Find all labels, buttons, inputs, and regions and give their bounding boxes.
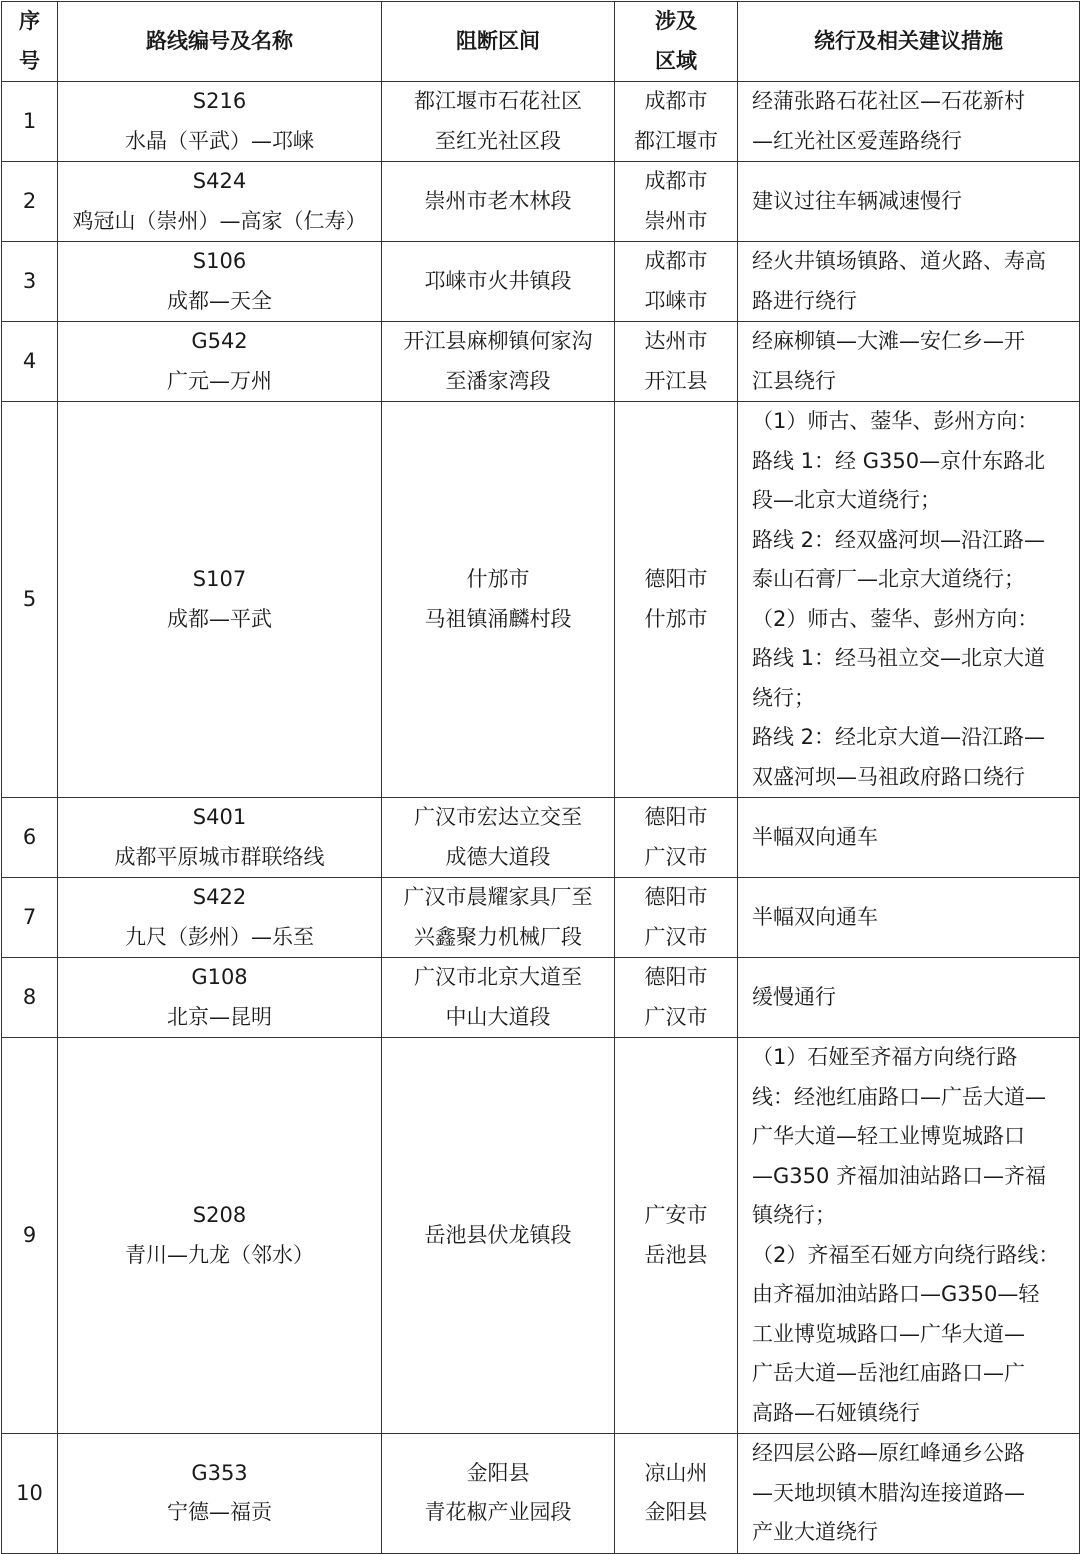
cell-seq: 2 xyxy=(2,162,58,242)
cell-route-line: 成都—天全 xyxy=(167,288,272,313)
cell-region-line: 成都市 xyxy=(644,249,708,273)
cell-measures xyxy=(738,162,1080,242)
cell-measures-line: 段—北京大道绕行； xyxy=(752,488,941,512)
cell-measures-line: 工业博览城路口—广华大道— xyxy=(752,1321,1025,1346)
cell-measures-line: （2）齐福至石娅方向绕行路线： xyxy=(752,1242,1060,1267)
cell-region xyxy=(615,958,738,1038)
cell-section xyxy=(382,162,615,242)
cell-section xyxy=(382,402,615,798)
cell-route-line: 水晶（平武）—邛崃 xyxy=(125,128,314,153)
cell-route xyxy=(58,1038,382,1434)
cell-measures xyxy=(738,402,1080,798)
cell-seq: 4 xyxy=(2,322,58,402)
cell-route xyxy=(58,402,382,798)
cell-seq: 5 xyxy=(2,402,58,798)
cell-measures xyxy=(738,798,1080,878)
cell-region xyxy=(615,402,738,798)
cell-route-line: S216 xyxy=(192,89,247,113)
header-region: 涉及 区域 xyxy=(615,2,738,82)
cell-region xyxy=(615,1038,738,1434)
cell-measures xyxy=(738,242,1080,322)
cell-measures-line: （2）师古、蓥华、彭州方向： xyxy=(752,606,1039,631)
cell-measures-line: 江县绕行 xyxy=(752,368,836,393)
cell-section-line: 中山大道段 xyxy=(445,1004,551,1029)
cell-measures-line: 广华大道—轻工业博览城路口 xyxy=(752,1124,1025,1148)
cell-measures xyxy=(738,1038,1080,1434)
cell-measures-line: 由齐福加油站路口—G350—轻 xyxy=(752,1282,1040,1306)
cell-measures-line: 路线 1：经马祖立交—北京大道 xyxy=(752,646,1046,670)
cell-route-line: 宁德—福贡 xyxy=(167,1500,272,1525)
cell-region-line: 达州市 xyxy=(644,329,708,353)
cell-measures-line: —红光社区爱莲路绕行 xyxy=(752,128,962,153)
cell-measures xyxy=(738,958,1080,1038)
cell-region xyxy=(615,162,738,242)
cell-region xyxy=(615,878,738,958)
cell-region-line: 金阳县 xyxy=(644,1500,708,1525)
cell-section-line: 成德大道段 xyxy=(445,844,551,869)
cell-measures-line: 路线 2：经北京大道—沿江路— xyxy=(752,725,1046,749)
cell-section-line: 崇州市老木林段 xyxy=(424,188,572,213)
cell-region-line: 凉山州 xyxy=(644,1460,708,1485)
cell-region xyxy=(615,242,738,322)
cell-measures-line: 半幅双向通车 xyxy=(752,904,878,929)
cell-region xyxy=(615,798,738,878)
cell-measures-line: 路线 2：经双盛河坝—沿江路— xyxy=(752,527,1046,552)
cell-measures-line: 缓慢通行 xyxy=(752,984,836,1009)
cell-route-line: 青川—九龙（邻水） xyxy=(125,1242,314,1267)
cell-section xyxy=(382,242,615,322)
header-measures: 绕行及相关建议措施 xyxy=(738,2,1080,82)
cell-route xyxy=(58,162,382,242)
table-row xyxy=(2,242,1080,322)
cell-measures-line: 路进行绕行 xyxy=(752,288,857,313)
cell-route xyxy=(58,322,382,402)
cell-measures-line: 镇绕行； xyxy=(752,1203,836,1227)
cell-measures-line: 泰山石膏厂—北京大道绕行； xyxy=(752,567,1025,591)
cell-route-line: G542 xyxy=(191,329,248,353)
cell-section-line: 广汉市宏达立交至 xyxy=(414,805,582,829)
cell-measures-line: 广岳大道—岳池红庙路口—广 xyxy=(752,1361,1025,1385)
cell-section xyxy=(382,798,615,878)
cell-section xyxy=(382,82,615,162)
cell-region-line: 广汉市 xyxy=(644,844,708,869)
header-route: 路线编号及名称 xyxy=(58,2,382,82)
cell-section-line: 马祖镇涌麟村段 xyxy=(424,606,572,631)
cell-measures-line: 双盛河坝—马祖政府路口绕行 xyxy=(752,764,1025,789)
cell-route-line: 广元—万州 xyxy=(167,368,272,393)
cell-route xyxy=(58,798,382,878)
cell-section-line: 金阳县 xyxy=(466,1460,530,1485)
cell-section-line: 开江县麻柳镇何家沟 xyxy=(403,329,593,353)
cell-region-line: 成都市 xyxy=(644,89,708,113)
cell-measures-line: 线：经池红庙路口—广岳大道— xyxy=(752,1084,1046,1109)
cell-route-line: S107 xyxy=(192,567,247,591)
cell-measures xyxy=(738,1434,1080,1554)
table-row xyxy=(2,402,1080,798)
cell-section xyxy=(382,1434,615,1554)
cell-measures-line: —G350 齐福加油站路口—齐福 xyxy=(752,1163,1047,1188)
header-seq: 序 号 xyxy=(2,2,58,82)
cell-seq: 3 xyxy=(2,242,58,322)
cell-measures-line: 经蒲张路石花社区—石花新村 xyxy=(752,89,1025,113)
table-row xyxy=(2,1434,1080,1554)
cell-section xyxy=(382,322,615,402)
cell-section xyxy=(382,1038,615,1434)
cell-measures-line: 路线 1：经 G350—京什东路北 xyxy=(752,448,1046,473)
cell-measures-line: 经火井镇场镇路、道火路、寿高 xyxy=(752,249,1046,273)
cell-route xyxy=(58,1434,382,1554)
table-body xyxy=(2,82,1080,1554)
cell-route-line: 北京—昆明 xyxy=(167,1004,272,1029)
cell-route-line: S208 xyxy=(192,1203,247,1227)
cell-route xyxy=(58,958,382,1038)
cell-region-line: 邛崃市 xyxy=(644,288,708,313)
cell-measures-line: 绕行； xyxy=(752,685,815,710)
cell-measures xyxy=(738,878,1080,958)
table-row xyxy=(2,798,1080,878)
cell-region-line: 开江县 xyxy=(644,368,708,393)
cell-route-line: S424 xyxy=(192,169,247,193)
cell-measures-line: 经麻柳镇—大滩—安仁乡—开 xyxy=(752,329,1025,353)
cell-measures-line: 建议过往车辆减速慢行 xyxy=(752,188,962,213)
cell-region-line: 都江堰市 xyxy=(634,128,718,153)
table-row xyxy=(2,82,1080,162)
cell-region-line: 德阳市 xyxy=(644,567,708,591)
table-row xyxy=(2,1038,1080,1434)
cell-route xyxy=(58,242,382,322)
cell-route xyxy=(58,878,382,958)
cell-region-line: 成都市 xyxy=(644,169,708,193)
cell-seq: 8 xyxy=(2,958,58,1038)
road-closure-table xyxy=(1,1,1080,1554)
cell-region-line: 岳池县 xyxy=(644,1242,708,1267)
cell-region-line: 广汉市 xyxy=(644,924,708,949)
cell-region-line: 广安市 xyxy=(644,1203,708,1227)
cell-region xyxy=(615,322,738,402)
cell-route-line: 成都—平武 xyxy=(167,606,272,631)
cell-seq: 6 xyxy=(2,798,58,878)
header-section: 阻断区间 xyxy=(382,2,615,82)
cell-route-line: 九尺（彭州）—乐至 xyxy=(125,924,314,949)
cell-route-line: S422 xyxy=(192,885,247,909)
cell-section-line: 岳池县伏龙镇段 xyxy=(424,1222,572,1247)
cell-route-line: 成都平原城市群联络线 xyxy=(114,844,325,869)
cell-measures-line: 经四层公路—原红峰通乡公路 xyxy=(752,1441,1025,1465)
cell-section-line: 至红光社区段 xyxy=(435,128,561,153)
cell-route xyxy=(58,82,382,162)
cell-section-line: 什邡市 xyxy=(466,567,530,591)
table-row xyxy=(2,322,1080,402)
cell-section xyxy=(382,878,615,958)
cell-seq: 9 xyxy=(2,1038,58,1434)
cell-route-line: 鸡冠山（崇州）—高家（仁寿） xyxy=(72,208,367,233)
cell-measures-line: 产业大道绕行 xyxy=(752,1520,878,1544)
cell-route-line: S401 xyxy=(192,805,247,829)
cell-route-line: G108 xyxy=(191,965,248,989)
cell-region xyxy=(615,1434,738,1554)
cell-seq: 1 xyxy=(2,82,58,162)
cell-measures-line: 高路—石娅镇绕行 xyxy=(752,1400,920,1425)
cell-measures-line: （1）石娅至齐福方向绕行路 xyxy=(752,1045,1018,1069)
cell-section xyxy=(382,958,615,1038)
table-row xyxy=(2,162,1080,242)
cell-section-line: 至潘家湾段 xyxy=(445,368,551,393)
table-row xyxy=(2,878,1080,958)
cell-region xyxy=(615,82,738,162)
cell-measures-line: —天地坝镇木腊沟连接道路— xyxy=(752,1480,1025,1505)
cell-seq: 10 xyxy=(2,1434,58,1554)
cell-measures xyxy=(738,322,1080,402)
cell-region-line: 德阳市 xyxy=(644,965,708,989)
cell-region-line: 德阳市 xyxy=(644,885,708,909)
cell-region-line: 崇州市 xyxy=(644,208,708,233)
table-row xyxy=(2,958,1080,1038)
cell-measures-line: （1）师古、蓥华、彭州方向： xyxy=(752,409,1039,433)
cell-seq: 7 xyxy=(2,878,58,958)
cell-region-line: 什邡市 xyxy=(644,606,708,631)
cell-section-line: 邛崃市火井镇段 xyxy=(424,268,572,293)
cell-section-line: 兴鑫聚力机械厂段 xyxy=(414,924,582,949)
cell-measures xyxy=(738,82,1080,162)
cell-section-line: 广汉市北京大道至 xyxy=(414,965,582,989)
header-row xyxy=(2,2,1080,82)
cell-section-line: 广汉市晨耀家具厂至 xyxy=(403,885,593,909)
cell-region-line: 广汉市 xyxy=(644,1004,708,1029)
cell-region-line: 德阳市 xyxy=(644,805,708,829)
cell-measures-line: 半幅双向通车 xyxy=(752,824,878,849)
cell-section-line: 青花椒产业园段 xyxy=(424,1500,572,1525)
cell-route-line: S106 xyxy=(192,249,247,273)
cell-section-line: 都江堰市石花社区 xyxy=(414,89,582,113)
cell-route-line: G353 xyxy=(191,1460,248,1485)
